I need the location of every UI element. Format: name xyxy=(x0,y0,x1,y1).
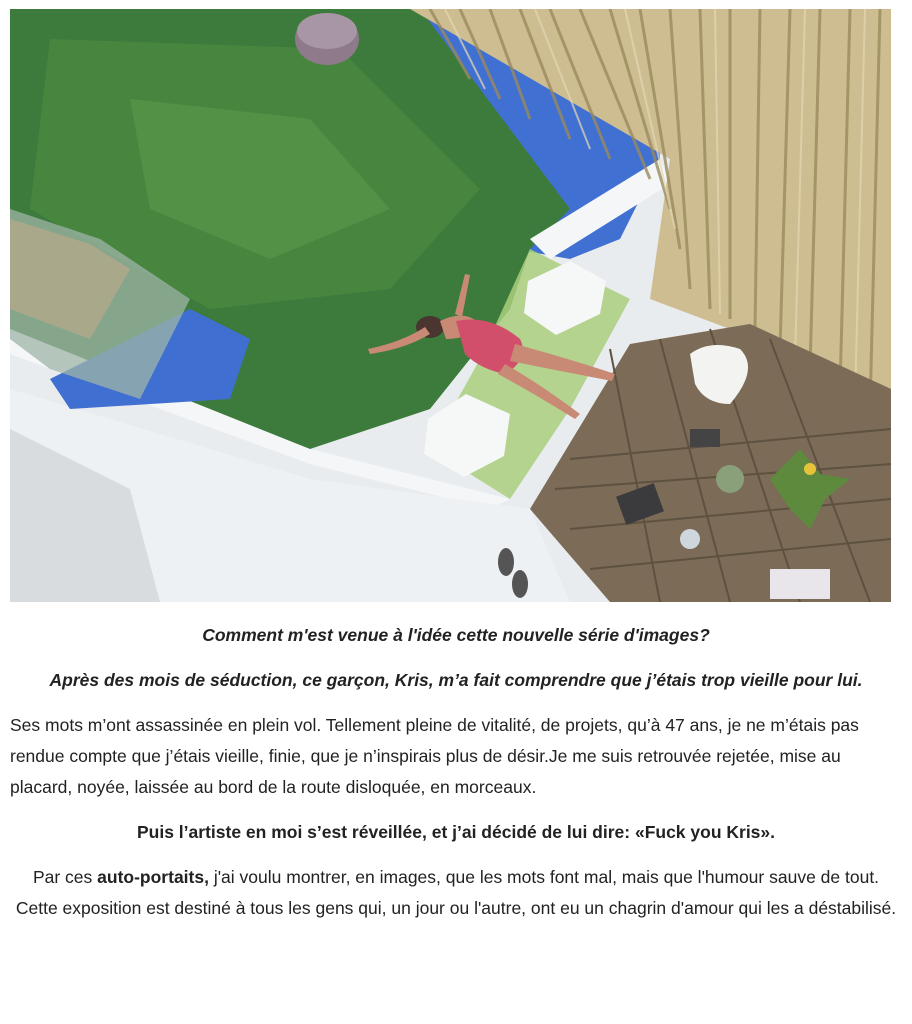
article-text xyxy=(0,620,912,924)
question-heading: Comment m'est venue à l'idée cette nouvelle série d'images? xyxy=(202,625,710,645)
paragraph-2: Puis l’artiste en moi s’est réveillée, et j’ai décidé de lui dire: «Fuck you Kris». xyxy=(136,822,776,842)
paragraph-3-bold: auto-portaits, xyxy=(97,867,209,887)
paragraph-1: Ses mots m’ont assassinée en plein vol. Tellement pleine de vitalité, de projets, qu’à 47 ans, je ne m’étais pas rendue compte que j’étais vieille, finie, que je n’inspirais plus de désir.Je me suis retrouvée rejetée, mise au placard, noyée, laissée au bord de la route disloquée, en morceaux. xyxy=(10,715,859,797)
pool-selfportrait-photo xyxy=(10,9,891,602)
paragraph-3-rest: j'ai voulu montrer, en images, que les mots font mal, mais que l'humour sauve de tout. Cette exposition est destiné à tous les gens qui, un jour ou l'autre, ont eu un chagrin d'amour qui les a déstabilisé. xyxy=(15,867,897,918)
paragraph-3 xyxy=(10,862,902,924)
answer-heading: Après des mois de séduction, ce garçon, Kris, m’a fait comprendre que j’étais trop vieille pour lui. xyxy=(49,670,863,690)
paragraph-3-prefix: Par ces xyxy=(32,867,98,887)
